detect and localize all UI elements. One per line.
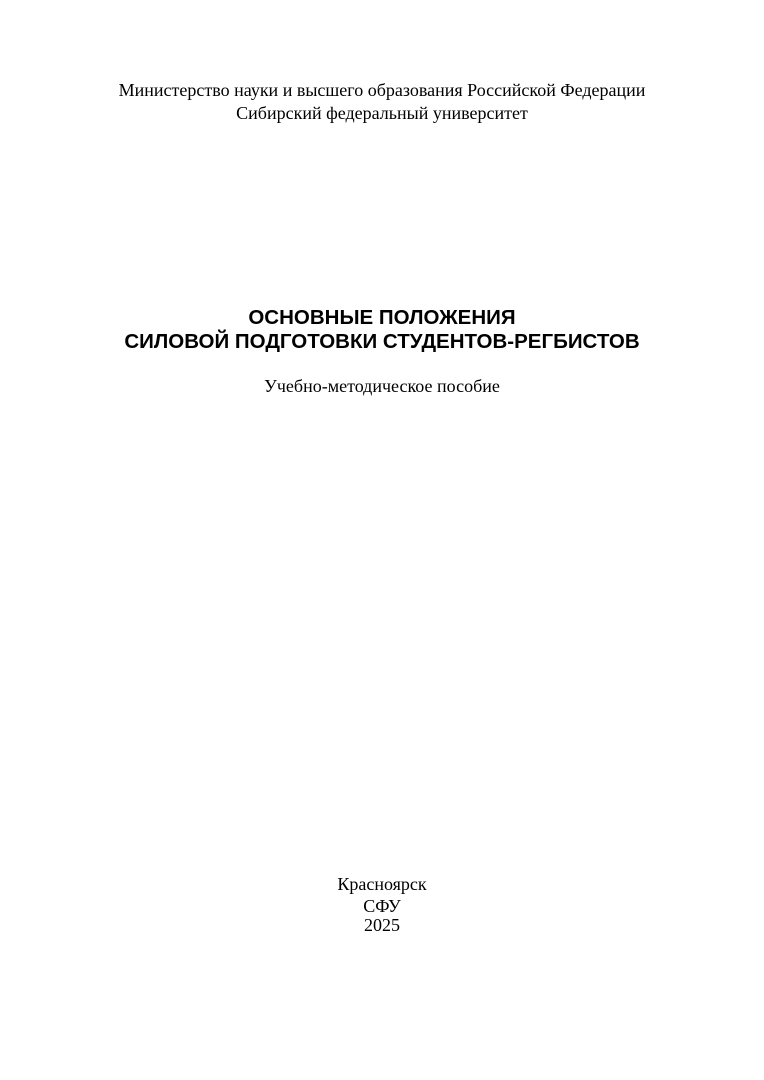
publisher-name: СФУ xyxy=(363,896,401,916)
university-name: Сибирский федеральный университет xyxy=(236,103,528,123)
document-title-line-2: СИЛОВОЙ ПОДГОТОВКИ СТУДЕНТОВ-РЕГБИСТОВ xyxy=(124,330,640,353)
document-title-line-1: ОСНОВНЫЕ ПОЛОЖЕНИЯ xyxy=(248,306,516,329)
publication-year: 2025 xyxy=(364,915,400,935)
publication-city: Красноярск xyxy=(337,874,427,894)
ministry-name: Министерство науки и высшего образования Российской Федерации xyxy=(118,80,646,100)
document-subtitle: Учебно-методическое пособие xyxy=(264,376,500,396)
